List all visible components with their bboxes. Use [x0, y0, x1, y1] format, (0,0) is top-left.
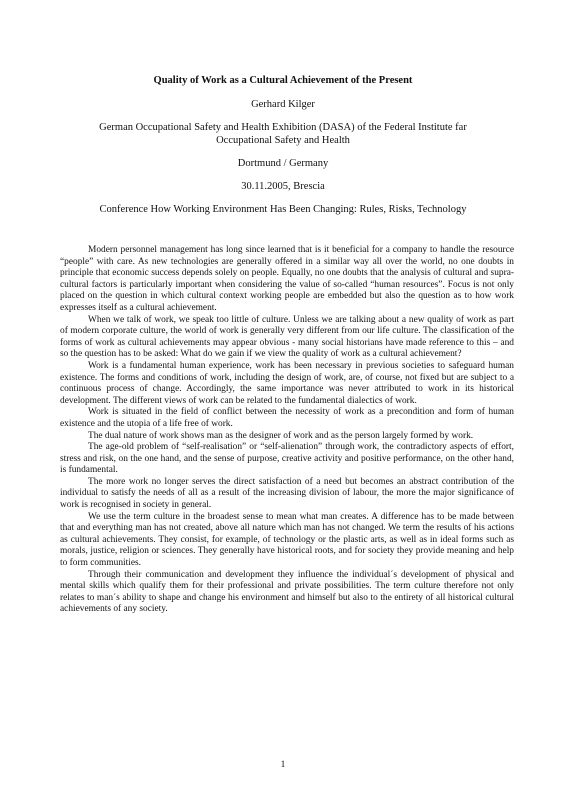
paper-header — [60, 74, 506, 226]
paper-body — [60, 245, 514, 616]
body-paragraph: The dual nature of work shows man as the designer of work and as the person largely formed by work. — [88, 430, 474, 441]
conference-name: Conference How Working Environment Has Been Changing: Rules, Risks, Technology — [99, 204, 467, 215]
page-number: 1 — [280, 760, 286, 770]
location: Dortmund / Germany — [237, 158, 329, 169]
body-paragraph: The age-old problem of “self-realisation” or “self-alienation” through work, the contradictory aspects of effort, stress and risk, on the one hand, and the sense of purpose, creative activity and positive performance, on the other hand, is fundamental. — [60, 442, 514, 476]
body-paragraph: The more work no longer serves the direct satisfaction of a need but becomes an abstract contribution of the individual to satisfy the needs of all as a result of the increasing division of labour, the more the major significance of work is recognised in society in general. — [60, 476, 514, 511]
affiliation — [60, 121, 506, 147]
author-name: Gerhard Kilger — [251, 99, 315, 110]
body-paragraph: Through their communication and development they influence the individual´s development of physical and mental skills which qualify them for their professional and private possibilities. The term culture therefore not only relates to man´s ability to shape and change his environment and himself but also to the entirety of all historical cultural achievements of any society. — [60, 569, 514, 615]
affiliation-line-1: German Occupational Safety and Health Exhibition (DASA) of the Federal Institute far — [99, 122, 467, 133]
body-paragraph: Modern personnel management has long since learned that is it beneficial for a company to handle the resource “people” with care. As new technologies are generally offered in a similar way all over the world, no one doubts in principle that economic success depends solely on people. Equally, no one doubts that the analysis of cultural and supra-cultural factors is particularly important when considering the value of so-called “human resources”. Focus is not only placed on the question in which cultural context working people are embedded but also the question as to how work expresses itself as a cultural achievement. — [60, 245, 514, 313]
body-paragraph: Work is situated in the field of conflict between the necessity of work as a precondition and form of human existence and the utopia of a life free of work. — [60, 407, 514, 429]
body-paragraph: Work is a fundamental human experience, work has been necessary in previous societies to safeguard human existence. The forms and conditions of work, including the design of work, are, of course, not fixed but are subject to a continuous process of change. Accordingly, the same importance was never attributed to work in its historical development. The different views of work can be related to the fundamental dialectics of work. — [60, 360, 514, 406]
affiliation-line-2: Occupational Safety and Health — [216, 135, 350, 146]
body-paragraph: When we talk of work, we speak too little of culture. Unless we are talking about a new quality of work as part of modern corporate culture, the world of work is generally very different from our life culture. The classification of the forms of work as cultural achievements may appear obvious - many social historians have made reference to this – and so the question has to be asked: What do we gain if we view the quality of work as a cultural achievement? — [60, 314, 514, 360]
body-paragraph: We use the term culture in the broadest sense to mean what man creates. A difference has to be made between that and everything man has not created, above all nature which man has not changed. We term the results of his actions as cultural achievements. They consist, for example, of technology or the plastic arts, as well as in ideal forms such as morals, justice, religion or sciences. They generally have historical roots, and for society they provide meaning and help to form communities. — [60, 511, 514, 569]
paper-title: Quality of Work as a Cultural Achievement of the Present — [153, 75, 413, 86]
date-place: 30.11.2005, Brescia — [241, 181, 325, 192]
